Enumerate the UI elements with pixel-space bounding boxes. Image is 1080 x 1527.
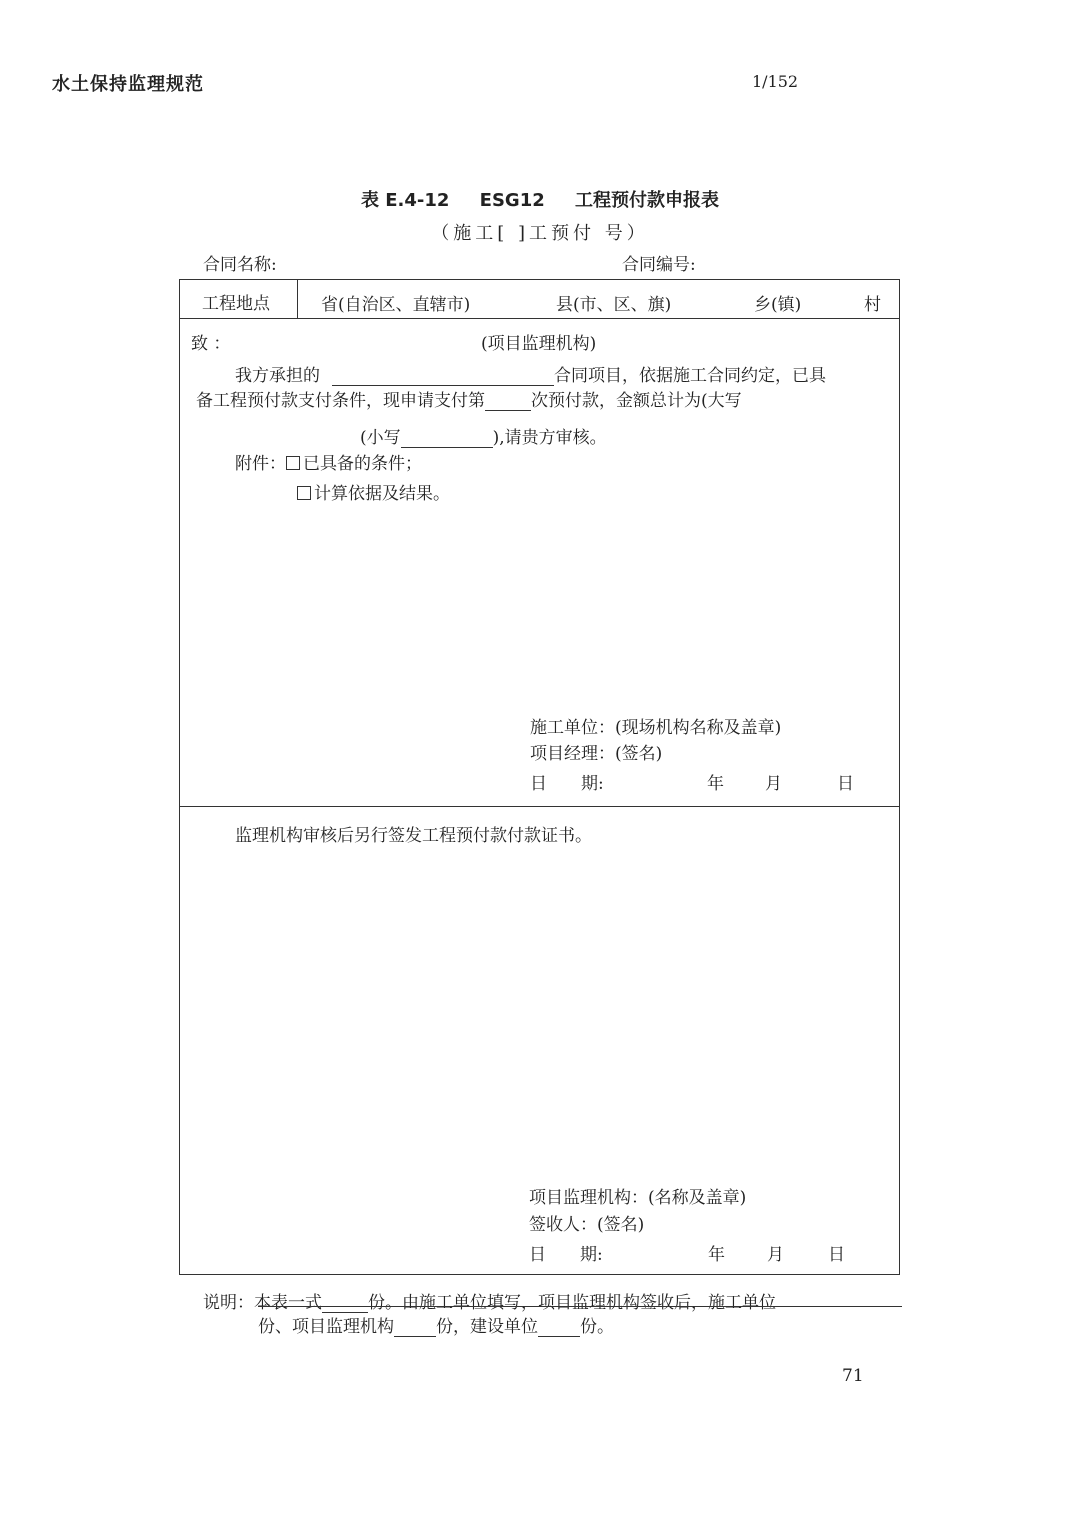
location-row-divider [297, 280, 298, 318]
attachments-row-1 [235, 449, 422, 474]
document-header-title: 水土保持监理规范 [52, 74, 204, 95]
note-copies-owner: 份。 [580, 1317, 614, 1337]
receiver-signature-label: 签收人：(签名) [529, 1215, 645, 1235]
date-label: 日 期: [529, 1245, 603, 1265]
attachment-item: 已具备的条件； [303, 454, 422, 474]
date-month: 月 [767, 1245, 784, 1265]
table-number: 表 E.4-12 [360, 190, 450, 211]
application-line-2 [196, 386, 742, 411]
contractor-signature-label: 施工单位：(现场机构名称及盖章) [530, 718, 782, 738]
note-tail: 份。由施工单位填写，项目监理机构签收后，施工单位 [368, 1293, 776, 1313]
addressee-label: 致 ： [191, 334, 231, 354]
supervision-org-label: (项目监理机构) [481, 334, 597, 354]
date-year: 年 [707, 774, 724, 794]
location-county: 县(市、区、旗) [556, 295, 672, 315]
checkbox-conditions[interactable] [286, 456, 300, 470]
line3-lead: (小写 [360, 428, 401, 448]
line3-tail: ),请贵方审核。 [492, 428, 607, 448]
supervision-org-signature-label: 项目监理机构：(名称及盖章) [529, 1188, 747, 1208]
table-title [0, 186, 1080, 212]
contract-name-label: 合同名称: [203, 255, 277, 275]
application-form [179, 279, 900, 1275]
line1-lead: 我方承担的 [235, 366, 320, 386]
line1-tail: 合同项目，依据施工合同约定，已具 [554, 366, 826, 386]
copies-total-blank [322, 1294, 368, 1313]
note-lead: 说明：本表一式 [203, 1293, 322, 1313]
project-manager-signature-label: 项目经理：(签名) [530, 744, 663, 764]
date-label: 日 期: [530, 774, 604, 794]
checkbox-calculation[interactable] [297, 486, 311, 500]
footnote-underline [258, 1306, 902, 1307]
footnote-line-2 [258, 1312, 614, 1337]
table-name: 工程预付款申报表 [575, 190, 720, 211]
document-page-ref: 1/152 [752, 72, 799, 91]
attachment-item: 计算依据及结果。 [314, 484, 450, 504]
supervision-review-text: 监理机构审核后另行签发工程预付款付款证书。 [235, 826, 592, 846]
contract-number-label: 合同编号: [622, 255, 696, 275]
attachments-row-2 [297, 479, 450, 504]
location-town: 乡(镇) [754, 295, 802, 315]
payment-count-blank [485, 392, 531, 411]
application-line-1 [235, 361, 826, 386]
location-province: 省(自治区、直辖市) [321, 295, 471, 315]
copies-supervision-blank [394, 1318, 436, 1337]
date-day: 日 [837, 774, 854, 794]
note-copies-contractor: 份、项目监理机构 [258, 1317, 394, 1337]
location-village: 村 [864, 295, 881, 315]
copies-owner-blank [538, 1318, 580, 1337]
table-code: ESG12 [479, 190, 545, 211]
section-divider [180, 806, 899, 807]
location-label: 工程地点 [202, 294, 270, 314]
contract-project-blank [332, 367, 554, 386]
line2-tail: 次预付款，金额总计为(大写 [531, 391, 742, 411]
date-year: 年 [708, 1245, 725, 1265]
location-row-border [180, 318, 899, 319]
attachments-label: 附件： [235, 454, 286, 474]
date-day: 日 [828, 1245, 845, 1265]
page-number: 71 [842, 1366, 864, 1386]
application-line-3 [360, 423, 607, 448]
footnote-line-1 [203, 1288, 776, 1313]
amount-figure-blank [401, 429, 493, 448]
table-subtitle: （施工[ ]工预付 号） [431, 223, 649, 244]
date-month: 月 [765, 774, 782, 794]
line2-lead: 备工程预付款支付条件，现申请支付第 [196, 391, 485, 411]
note-copies-supervision: 份，建设单位 [436, 1317, 538, 1337]
